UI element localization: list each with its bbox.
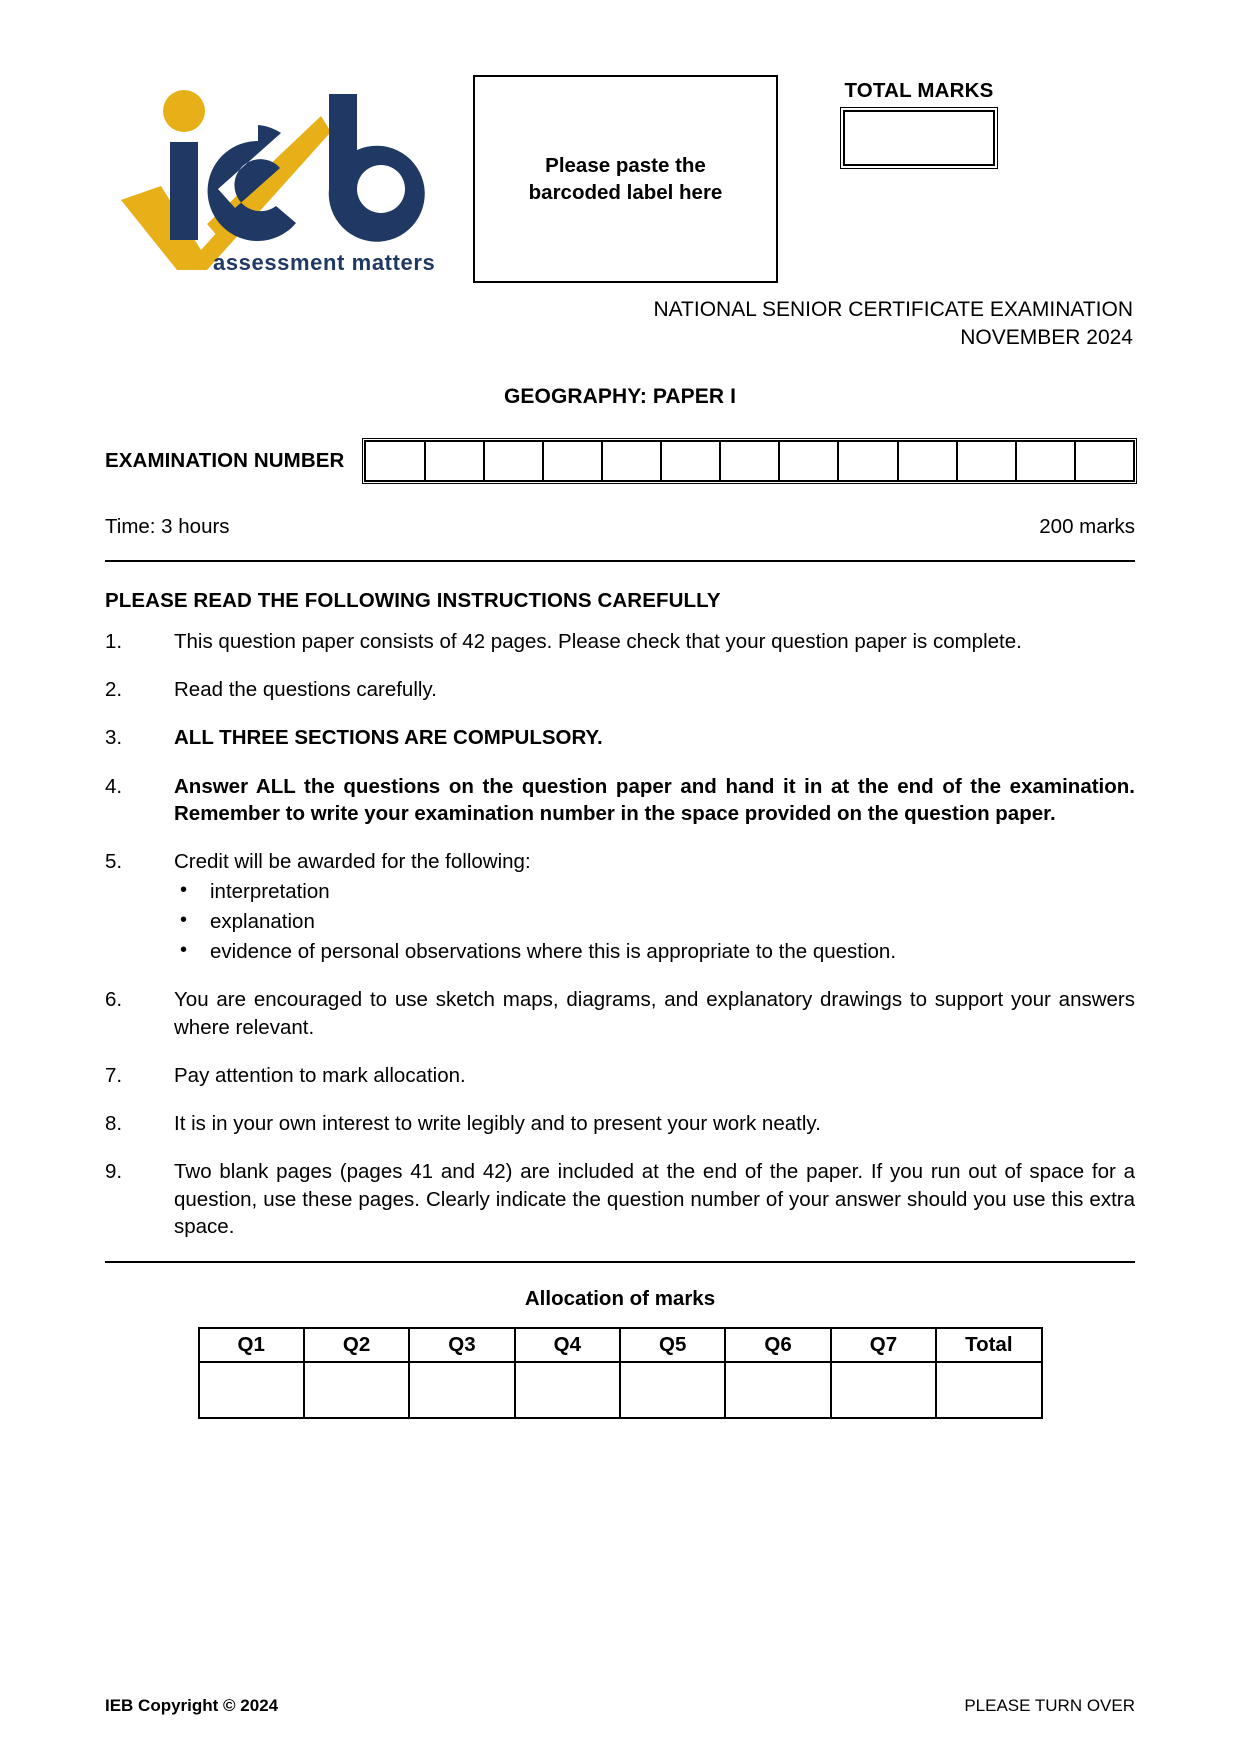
instruction-item bbox=[105, 1110, 1135, 1137]
instruction-item bbox=[105, 848, 1135, 965]
allocation-value-cell[interactable] bbox=[725, 1362, 830, 1418]
instruction-text: You are encouraged to use sketch maps, diagrams, and explanatory drawings to support your answers where relevant. bbox=[174, 988, 1135, 1039]
examination-number-cell[interactable] bbox=[721, 442, 780, 480]
examination-number-cell[interactable] bbox=[603, 442, 662, 480]
allocation-header-cell: Q7 bbox=[831, 1328, 936, 1362]
instruction-sub-item: • evidence of personal observations where this is appropriate to the question. bbox=[174, 938, 1135, 965]
allocation-header-cell: Q5 bbox=[620, 1328, 725, 1362]
examination-number-cell[interactable] bbox=[426, 442, 485, 480]
allocation-value-cell[interactable] bbox=[620, 1362, 725, 1418]
page-header bbox=[105, 62, 1135, 292]
examination-number-input[interactable] bbox=[364, 440, 1135, 482]
ieb-logo bbox=[115, 74, 445, 274]
examination-number-row bbox=[105, 440, 1135, 482]
instruction-number: 9. bbox=[105, 1160, 123, 1184]
allocation-header-cell: Q3 bbox=[409, 1328, 514, 1362]
allocation-value-cell[interactable] bbox=[515, 1362, 620, 1418]
instruction-number: 7. bbox=[105, 1063, 123, 1087]
exam-title-line1: NATIONAL SENIOR CERTIFICATE EXAMINATION bbox=[653, 298, 1133, 321]
total-marks-input-box[interactable] bbox=[843, 110, 995, 166]
total-marks-group bbox=[843, 78, 995, 166]
exam-title-block bbox=[105, 296, 1135, 352]
instruction-sub-item: • interpretation bbox=[174, 878, 1135, 905]
instruction-item bbox=[105, 676, 1135, 703]
exam-total-marks: 200 marks bbox=[1039, 514, 1135, 538]
divider-bottom bbox=[105, 1261, 1135, 1263]
examination-number-cell[interactable] bbox=[780, 442, 839, 480]
total-marks-label: TOTAL MARKS bbox=[844, 79, 994, 102]
instruction-text: ALL THREE SECTIONS ARE COMPULSORY. bbox=[174, 726, 603, 750]
instruction-sub-list bbox=[174, 878, 1135, 965]
examination-number-cell[interactable] bbox=[839, 442, 898, 480]
instruction-item bbox=[105, 1158, 1135, 1240]
examination-number-cell[interactable] bbox=[1017, 442, 1076, 480]
allocation-header-cell: Q2 bbox=[304, 1328, 409, 1362]
allocation-header-cell: Q6 bbox=[725, 1328, 830, 1362]
allocation-value-row[interactable] bbox=[199, 1362, 1042, 1418]
instruction-number: 6. bbox=[105, 988, 123, 1012]
examination-number-cell[interactable] bbox=[662, 442, 721, 480]
examination-number-cell[interactable] bbox=[899, 442, 958, 480]
instruction-number: 4. bbox=[105, 774, 123, 798]
barcode-label-box[interactable] bbox=[473, 75, 778, 283]
paper-title: GEOGRAPHY: PAPER I bbox=[503, 384, 737, 408]
page-footer bbox=[105, 1696, 1135, 1716]
examination-number-cell[interactable] bbox=[544, 442, 603, 480]
allocation-title: Allocation of marks bbox=[524, 1287, 716, 1311]
instruction-number: 1. bbox=[105, 629, 123, 653]
instruction-item bbox=[105, 773, 1135, 828]
instruction-text: This question paper consists of 42 pages. Please check that your question paper is complete. bbox=[174, 629, 1022, 653]
examination-number-cell[interactable] bbox=[958, 442, 1017, 480]
instruction-item bbox=[105, 724, 1135, 751]
allocation-header-cell: Q1 bbox=[199, 1328, 304, 1362]
turn-over-text: PLEASE TURN OVER bbox=[964, 1696, 1135, 1715]
allocation-header-cell: Q4 bbox=[515, 1328, 620, 1362]
svg-text:assessment matters: assessment matters bbox=[213, 250, 436, 274]
allocation-value-cell[interactable] bbox=[304, 1362, 409, 1418]
instruction-item bbox=[105, 1062, 1135, 1089]
instruction-item bbox=[105, 986, 1135, 1041]
allocation-header-row bbox=[199, 1328, 1042, 1362]
instruction-number: 3. bbox=[105, 726, 123, 750]
instruction-text: Credit will be awarded for the following: • interpretation • explanation • evidence of personal observations where this is appropriate to the question. bbox=[174, 848, 1135, 965]
divider-top bbox=[105, 560, 1135, 562]
instruction-text: Pay attention to mark allocation. bbox=[174, 1063, 466, 1087]
instructions-heading: PLEASE READ THE FOLLOWING INSTRUCTIONS CAREFULLY bbox=[105, 588, 721, 612]
time-and-marks-row bbox=[105, 515, 1135, 539]
instruction-text: Two blank pages (pages 41 and 42) are included at the end of the paper. If you run out of space for a question, use these pages. Clearly indicate the question number of your answer should you use this extra space. bbox=[174, 1160, 1135, 1238]
allocation-value-cell[interactable] bbox=[831, 1362, 936, 1418]
instruction-text: Answer ALL the questions on the question paper and hand it in at the end of the examination. Remember to write your examination number in the space provided on the question paper. bbox=[174, 774, 1135, 825]
instruction-number: 8. bbox=[105, 1112, 123, 1136]
instruction-text: It is in your own interest to write legibly and to present your work neatly. bbox=[174, 1112, 821, 1136]
allocation-table bbox=[198, 1327, 1043, 1419]
instruction-text: Read the questions carefully. bbox=[174, 678, 437, 702]
barcode-instruction-text: Please paste the barcoded label here bbox=[528, 153, 723, 204]
instruction-number: 2. bbox=[105, 678, 123, 702]
instructions-list bbox=[105, 628, 1135, 1240]
instruction-sub-item: • explanation bbox=[174, 908, 1135, 935]
copyright-text: IEB Copyright © 2024 bbox=[105, 1696, 279, 1715]
allocation-value-cell[interactable] bbox=[199, 1362, 304, 1418]
allocation-header-cell: Total bbox=[936, 1328, 1041, 1362]
examination-number-cell[interactable] bbox=[366, 442, 425, 480]
instruction-number: 5. bbox=[105, 850, 123, 874]
exam-title-line2: NOVEMBER 2024 bbox=[960, 325, 1133, 349]
allocation-value-cell[interactable] bbox=[936, 1362, 1041, 1418]
examination-number-cell[interactable] bbox=[1076, 442, 1133, 480]
examination-number-cell[interactable] bbox=[485, 442, 544, 480]
examination-number-label: EXAMINATION NUMBER bbox=[105, 448, 345, 472]
instruction-item bbox=[105, 628, 1135, 655]
exam-duration: Time: 3 hours bbox=[105, 514, 230, 538]
allocation-value-cell[interactable] bbox=[409, 1362, 514, 1418]
